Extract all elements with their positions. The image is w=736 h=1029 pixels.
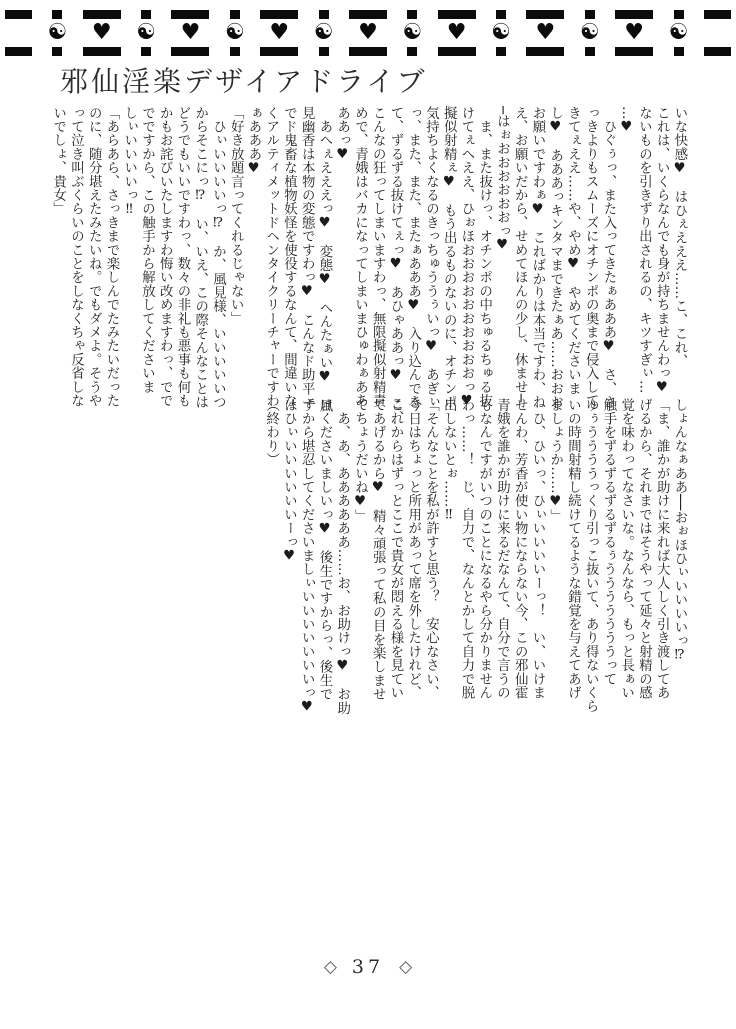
yin-border-unit <box>580 10 600 56</box>
text-column: もなんですがいつのことになるやら分かりません <box>476 398 492 700</box>
text-column: わっ……！ じ、自力で、なんとかして自力で脱 <box>459 398 474 700</box>
text-column: いでしょ、貴女」 <box>50 106 66 216</box>
text-column: けくださいましいっ♥ 後生ですからっ、後生で <box>317 398 332 701</box>
dash-bar <box>674 10 684 19</box>
text-column: ひぃいいいいっ⁉ か、風見様、いいいいいつ <box>210 106 226 409</box>
text-column: ぁあああ♥ <box>246 106 261 177</box>
dash-bar <box>319 47 329 56</box>
dash-bar <box>526 10 564 19</box>
border-band <box>5 10 731 56</box>
dash-bar <box>585 47 595 56</box>
text-column: いの時間射精し続けてるような錯覚を与えてあげ <box>565 398 581 700</box>
text-column: すから堪忍してくださいましぃいいいいいいいっ♥ <box>299 398 315 715</box>
text-column: でですから、この触手から解放してくださいま <box>139 106 155 394</box>
dash-bar <box>438 47 476 56</box>
dash-bar <box>5 47 32 56</box>
text-column: 触手をずるずるずるずるぅうううううううって <box>601 398 616 686</box>
yin-yang-icon: ☯ <box>47 20 68 45</box>
text-column: っ、また、また、またぁあああ♥ 入り込んでき <box>405 106 421 409</box>
yin-yang-icon: ☯ <box>491 20 511 45</box>
text-column: 「好き放題言ってくれるじゃない」 <box>228 106 244 326</box>
dash-bar <box>83 47 121 56</box>
page-title: 邪仙淫楽デザイアドライブ <box>60 65 428 98</box>
edge-border-unit <box>704 10 731 56</box>
text-column: 擬似射精ぇ♥ もう出るものないのに、オチンポ <box>441 106 457 409</box>
edge-border-unit <box>5 10 32 56</box>
text-column: ああっ♥ <box>334 106 350 163</box>
text-block-upper <box>49 106 688 425</box>
dash-bar <box>5 10 32 19</box>
text-column: てあげるから♥ 精々頑張って私の目を楽しませ <box>370 398 386 701</box>
diamond-icon: ◇ <box>399 957 413 977</box>
dash-bar <box>230 47 240 56</box>
text-column: （終わり） <box>263 398 279 467</box>
heart-icon: ♥ <box>446 20 467 45</box>
dash-bar <box>407 10 417 19</box>
dash-bar <box>674 47 684 56</box>
text-column: これは、いくらなんでも身が持ちませんわっ♥ <box>654 106 670 396</box>
yin-border-unit <box>136 10 156 56</box>
text-column: せんわ、芳香が使い物にならない今、この邪仙霍 <box>512 398 528 700</box>
dash-bar <box>704 47 731 56</box>
page-number: 37 <box>351 956 385 978</box>
text-column: これからはずっとここで貴女が悶える様を見てい <box>388 398 403 700</box>
text-column: でド鬼畜な植物妖怪を使役するなんて、間違いな <box>281 106 297 408</box>
dash-bar <box>585 10 595 19</box>
yin-yang-icon: ☯ <box>136 20 156 45</box>
dash-bar <box>260 47 298 56</box>
dash-bar <box>704 10 731 19</box>
text-column: からそこにっ⁉ い、いえ、この際そんなことは <box>192 106 208 409</box>
heart-icon: ♥ <box>91 20 112 45</box>
yin-yang-icon: ☯ <box>313 20 334 45</box>
dash-bar <box>407 47 417 56</box>
dash-bar <box>230 10 240 19</box>
dash-bar <box>349 10 387 19</box>
text-column: 「そんなことを私が許すと思う？ 安心なさい、 <box>423 398 439 700</box>
yin-yang-icon: ☯ <box>402 20 423 45</box>
dash-bar <box>496 47 506 56</box>
yin-border-unit <box>402 10 422 56</box>
heart-icon: ♥ <box>180 20 201 45</box>
dash-bar <box>141 10 151 19</box>
dash-bar <box>615 10 653 19</box>
page-footer <box>0 956 736 978</box>
dash-bar <box>171 10 209 19</box>
text-column: あ、あ、ああああああ……お、お助けっ♥ お助 <box>334 398 350 715</box>
text-column: めで、青娥はバカになってしまいまひゅわぁああ <box>352 106 368 408</box>
text-column: ひぐぅっ、また入ってきたぁあああ♥ さ、さ <box>601 106 616 409</box>
text-column: 「あらあら、さっきまで楽しんでたみたいだった <box>104 106 119 408</box>
dash-bar <box>438 10 476 19</box>
text-column: 気持ちよくなるのきっちゅううぅいっ♥ あぎぃ <box>423 106 439 409</box>
text-column: …♥ <box>618 106 634 135</box>
text-column: て、ずるずる抜けてぇっ♥ あひゃああっ♥ こ、 <box>388 106 403 425</box>
dash-bar <box>319 10 329 19</box>
dash-bar <box>52 47 62 56</box>
yin-border-unit <box>491 10 511 56</box>
text-column: 見幽香は本物の変態ですわっ♥ こんなド助平ェ <box>299 106 315 409</box>
dash-bar <box>171 47 209 56</box>
text-column: かもお詫びいたしますわ悔い改めますわっ、でで <box>157 106 173 408</box>
text-column: って泣き叫ぶくらいのことをしなくちゃ反省しな <box>68 106 84 408</box>
text-column: ましょうか……♥」 <box>547 398 563 523</box>
heart-border-unit <box>83 10 121 56</box>
text-column: ないものを引きずり出されるの、キツすぎぃ… <box>636 106 652 394</box>
text-column: きてぇええ……や、やめ♥ やめてくださいま <box>565 106 581 396</box>
text-column: しょんなぁああ──おぉほひぃいいいいっ⁉ <box>672 398 687 663</box>
heart-border-unit <box>171 10 209 56</box>
text-column: 青娥を誰かが助けに来るだなんて、自分で言うの <box>494 398 510 700</box>
heart-icon: ♥ <box>358 20 378 45</box>
yin-yang-icon: ☯ <box>668 20 689 45</box>
heart-icon: ♥ <box>535 20 556 45</box>
yin-yang-icon: ☯ <box>579 20 600 45</box>
yin-border-unit <box>48 10 68 56</box>
text-column: お願いですわぁ♥ こればかりは本当ですわ、ね <box>530 106 545 409</box>
text-column: 出しないとぉ……‼ <box>441 398 457 523</box>
yin-yang-icon: ☯ <box>224 20 245 45</box>
text-block-lower <box>262 398 688 740</box>
text-column: いな快感♥ はひぇえええ……こ、これ、 <box>672 106 687 368</box>
text-column: のに、随分堪えたみたいね。でもダメよ。そうや <box>86 106 102 408</box>
yin-border-unit <box>314 10 334 56</box>
text-column: っきよりもスムーズにオチンポの奥まで侵入して <box>583 106 599 408</box>
yin-border-unit <box>669 10 689 56</box>
heart-border-unit <box>615 10 653 56</box>
heart-icon: ♥ <box>269 20 290 45</box>
text-column: てちょうだいね♥」 <box>352 398 368 523</box>
text-column: あへぇえええっ♥ 変態♥ へんたぁい♥ 風 <box>317 106 332 413</box>
text-column: ひ、ひいっ、ひぃいいいいーっ！ い、いけま <box>530 398 545 700</box>
dash-bar <box>83 10 121 19</box>
heart-border-unit <box>526 10 564 56</box>
text-column: し♥ あああっキンタマまできたぁあ……おおお <box>547 106 563 409</box>
dash-bar <box>496 10 506 19</box>
heart-icon: ♥ <box>624 20 644 45</box>
text-column: ゆぅううううっくり引っこ抜いて、あり得ないくら <box>583 398 599 714</box>
text-column: はひぃいいいいいいーっ♥ <box>281 398 297 564</box>
dash-bar <box>526 47 564 56</box>
text-column: どうでもいいですわっ、数々の非礼も悪事も何も <box>175 106 190 408</box>
dash-bar <box>349 47 387 56</box>
text-column: え、お願いだから、せめてほんの少し、休ませ─ <box>512 106 528 403</box>
dash-bar <box>52 10 62 19</box>
diamond-icon: ◇ <box>323 957 337 977</box>
yin-border-unit <box>225 10 245 56</box>
heart-border-unit <box>260 10 298 56</box>
text-column: げるから、それまではそうやって延々と射精の感 <box>636 398 652 700</box>
text-column: 今日はちょっと所用があって席を外したけれど、 <box>405 398 421 700</box>
text-column: 「ま、誰かが助けに来れば大人しく引き渡してあ <box>654 398 670 700</box>
text-column: こんなの狂ってしまいますわっ、無限擬似射精責 <box>370 106 386 408</box>
text-column: けてぇへええ、ひぉほおおおおおおおおおおっ♥ <box>459 106 474 409</box>
heart-border-unit <box>438 10 476 56</box>
text-column: ま、また抜けっ、オチンポの中ちゅるちゅる抜 <box>476 106 492 408</box>
text-column: 覚を味わってなさいな。なんなら、もっと長ぁい <box>618 398 634 700</box>
dash-bar <box>141 47 151 56</box>
dash-bar <box>615 47 653 56</box>
heart-border-unit <box>349 10 387 56</box>
text-column: ─はぉおおおおおおっ♥ <box>494 106 510 253</box>
dash-bar <box>260 10 298 19</box>
text-column: くアルティメットドヘンタイクリーチャーですわ <box>263 106 279 408</box>
text-column: しぃいいいいっ‼ <box>121 106 137 218</box>
